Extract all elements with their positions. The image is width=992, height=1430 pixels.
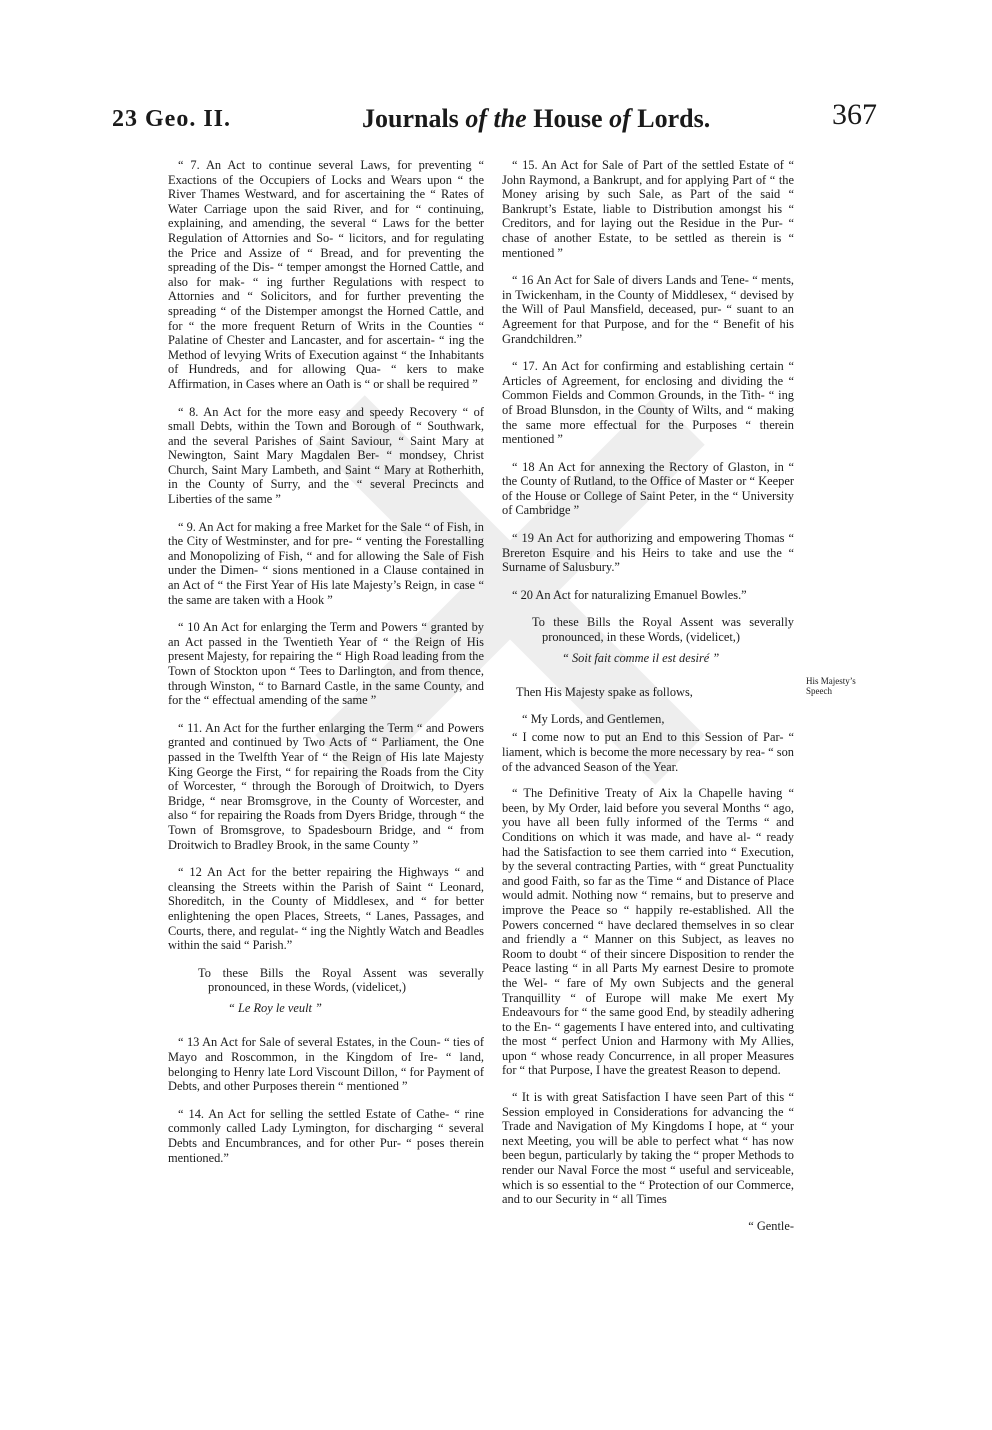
act-11: “ 11. An Act for the further enlarging the Term “ and Powers granted and continued by Two Acts of “ Parliament, the One passed in the Twelfth Year of “ the Reign of His late Majesty King George the First, “ for repairing the Roads from the City of Worcester, “ through the Borough of Droitwich, to Dyers Bridge, “ near Bromsgrove, in the County of Worcester, and also “ for repairing the Roads from Dyers Bridge, through “ the Town of Bromsgrove, to Spadesbourn Bridge, and “ from Droitwich to Bradley Brook, in the same County ”	[168, 720, 484, 852]
assent-formula: “ Le Roy le veult ”	[228, 1000, 322, 1015]
act-7: “ 7. An Act to continue several Laws, for preventing “ Exactions of the Occupiers of Locks and Wears upon “ the River Thames Westward, and for ascertaining the “ Rates of Water Carriage upon the said River, and for “ continuing, explaining, and amending, the several “ Laws for the better Regulation of Attornies and So- “ licitors, and for regulating the Price and Assize of “ Bread, and for preventing the spreading of the Dis- “ temper amongst the Horned Cattle, and also for mak- “ ing further Regulations with respect to Attornies and “ Solicitors, and for further preventing the spreading “ of the Distemper amongst the Horned Cattle, and for “ the more frequent Return of Writs in the Counties “ Palatine of Chester and Lancaster, and for ascertain- “ ing the Method of levying Writs of Execution against “ the Inhabitants of Hundreds, and for allowing Qua- “ kers to make Affirmation, in Cases where an Oath is “ or shall be required ”	[168, 158, 484, 391]
title-of-2: of	[609, 104, 631, 133]
act-13: “ 13 An Act for Sale of several Estates, in the Coun- “ ties of Mayo and Roscommon, in the Kingdom of Ire- “ land, belonging to Henry late Lord Viscount Dillon, “ for Payment of Debts, and other Purposes therein “ mentioned ”	[168, 1035, 484, 1094]
title-lords: Lords.	[637, 104, 711, 133]
page-number: 367	[832, 98, 877, 131]
act-20: “ 20 An Act for naturalizing Emanuel Bowles.”	[512, 587, 747, 602]
speech-paragraph: “ The Definitive Treaty of Aix la Chapelle having “ been, by My Order, laid before you several Months “ ago, you have all been fully informed of the Terms “ and Conditions on which it was made, and have al- “ ready had the Satisfaction to see them carried into “ Execution, by the several contracting Parties, with “ great Punctuality and good Faith, so far as the Time “ and Distance of Place would admit. Nothing now “ remains, but to preserve and improve the Peace so “ happily re-established. All the Powers concerned “ have declared themselves in so clear and friendly a “ Manner on this Subject, as leaves no Room to doubt “ of their sincere Disposition to render the Peace lasting “ in all Parts My earnest Desire to promote the Wel- “ fare of My own Subjects and the general Tranquillity “ of Europe will make Me exert My Endeavours for “ the same good End, by steadily adhering to the En- “ gagements I have entered into, and cultivating the most “ perfect Union and Harmony with My Allies, upon “ whose ready Concurrence, in all proper Measures for “ that Purpose, I have the greatest Reason to depend.	[502, 786, 794, 1078]
royal-assent-note: To these Bills the Royal Assent was severally pronounced, in these Words, (videlicet,)	[532, 615, 794, 645]
running-title	[362, 104, 710, 134]
assent-formula: “ Soit fait comme il est desiré ”	[562, 650, 720, 665]
title-journals: Journals	[362, 104, 459, 133]
title-the: the	[493, 104, 527, 133]
left-column	[168, 158, 484, 1178]
speech-salutation: “ My Lords, and Gentlemen,	[522, 711, 665, 726]
act-19: “ 19 An Act for authorizing and empowering Thomas “ Brereton Esquire and his Heirs to take and use the “ Surname of Salusbury.”	[502, 531, 794, 575]
title-house: House	[533, 104, 603, 133]
page-header	[112, 96, 877, 146]
speech-paragraph: “ I come now to put an End to this Session of Par- “ liament, which is become the more necessary by rea- “ son of the advanced Season of the Year.	[502, 730, 794, 774]
act-10: “ 10 An Act for enlarging the Term and Powers “ granted by an Act passed in the Twentieth Year of “ the Reign of His present Majesty, for repairing the “ High Road leading from the Town of Stockton upon “ Tees to Darlington, and from thence, through Winston, “ to Barnard Castle, in the same County, and for the “ effectual amending of the same ”	[168, 620, 484, 708]
regnal-year: 23 Geo. II.	[112, 106, 231, 132]
act-17: “ 17. An Act for confirming and establishing certain “ Articles of Agreement, for enclosing and dividing the “ Common Fields and Common Grounds, in the Tith- “ ing of Broad Blunsdon, in the County of Wilts, and “ making the same more effectual for the Purposes “ therein mentioned ”	[502, 359, 794, 447]
margin-note: His Majesty’s Speech	[806, 676, 856, 696]
act-12: “ 12 An Act for the better repairing the Highways “ and cleansing the Streets within the Parish of Saint “ Leonard, Shoreditch, in the County of Middlesex, and “ for better enlightening the open Places, Streets, “ Lanes, Passages, and Courts, there, and regulat- “ ing the Nightly Watch and Beadles within the said “ Parish.”	[168, 865, 484, 953]
catchword: “ Gentle-	[748, 1218, 794, 1233]
act-14: “ 14. An Act for selling the settled Estate of Cathe- “ rine commonly called Lady Lymington, for discharging “ several Debts and Encumbrances, and for other Pur- “ poses therein mentioned.”	[168, 1106, 484, 1165]
act-16: “ 16 An Act for Sale of divers Lands and Tene- “ ments, in Twickenham, in the County of Middlesex, “ devised by the Will of Paul Mansfield, deceased, pur- “ suant to an Agreement for that Purpose, and for the “ Benefit of his Grandchildren.”	[502, 273, 794, 346]
right-column	[502, 158, 794, 1246]
speech-intro: Then His Majesty spake as follows,	[516, 685, 693, 700]
speech-paragraph: “ It is with great Satisfaction I have seen Part of this “ Session employed in Considerations for advancing the “ Trade and Navigation of My Kingdoms I hope, at “ your next Meeting, you will be able to perfect what “ has now been begun, particularly by taking the “ proper Methods to render our Naval Force the most “ useful and serviceable, which is so essential to the “ Protection of our Commerce, and to our Security in “ all Times	[502, 1090, 794, 1207]
act-8: “ 8. An Act for the more easy and speedy Recovery “ of small Debts, within the Town and Borough of “ Southwark, and the several Parishes of Saint Saviour, “ Saint Mary at Newington, Saint Mary Magdalen Ber- “ mondsey, Christ Church, Saint Mary Lambeth, and Saint “ Mary at Rotherhith, in the County of Surry, and the “ several Precincts and Liberties of the same ”	[168, 404, 484, 507]
royal-assent-note: To these Bills the Royal Assent was severally pronounced, in these Words, (videlicet,)	[198, 965, 484, 995]
act-9: “ 9. An Act for making a free Market for the Sale “ of Fish, in the City of Westminster, and for pre- “ venting the Forestalling and Monopolizing of Fish, “ and for allowing the Sale of Fish under the Dimen- “ sions mentioned in a Clause contained in an Act of “ the First Year of His late Majesty’s Reign, in case “ the same are taken with a Hook ”	[168, 519, 484, 607]
act-18: “ 18 An Act for annexing the Rectory of Glaston, in “ the County of Rutland, to the Office of Master or “ Keeper of the House or College of Saint Peter, in the “ University of Cambridge ”	[502, 459, 794, 518]
title-of: of	[465, 104, 487, 133]
act-15: “ 15. An Act for Sale of Part of the settled Estate of “ John Raymond, a Bankrupt, and for applying Part of “ the Money arising by such Sale, as Part of the said “ Bankrupt’s Estate, liable to Distribution amongst his “ Creditors, and for laying out the Residue in the Pur- “ chase of another Estate, to be settled as therein is “ mentioned ”	[502, 158, 794, 260]
